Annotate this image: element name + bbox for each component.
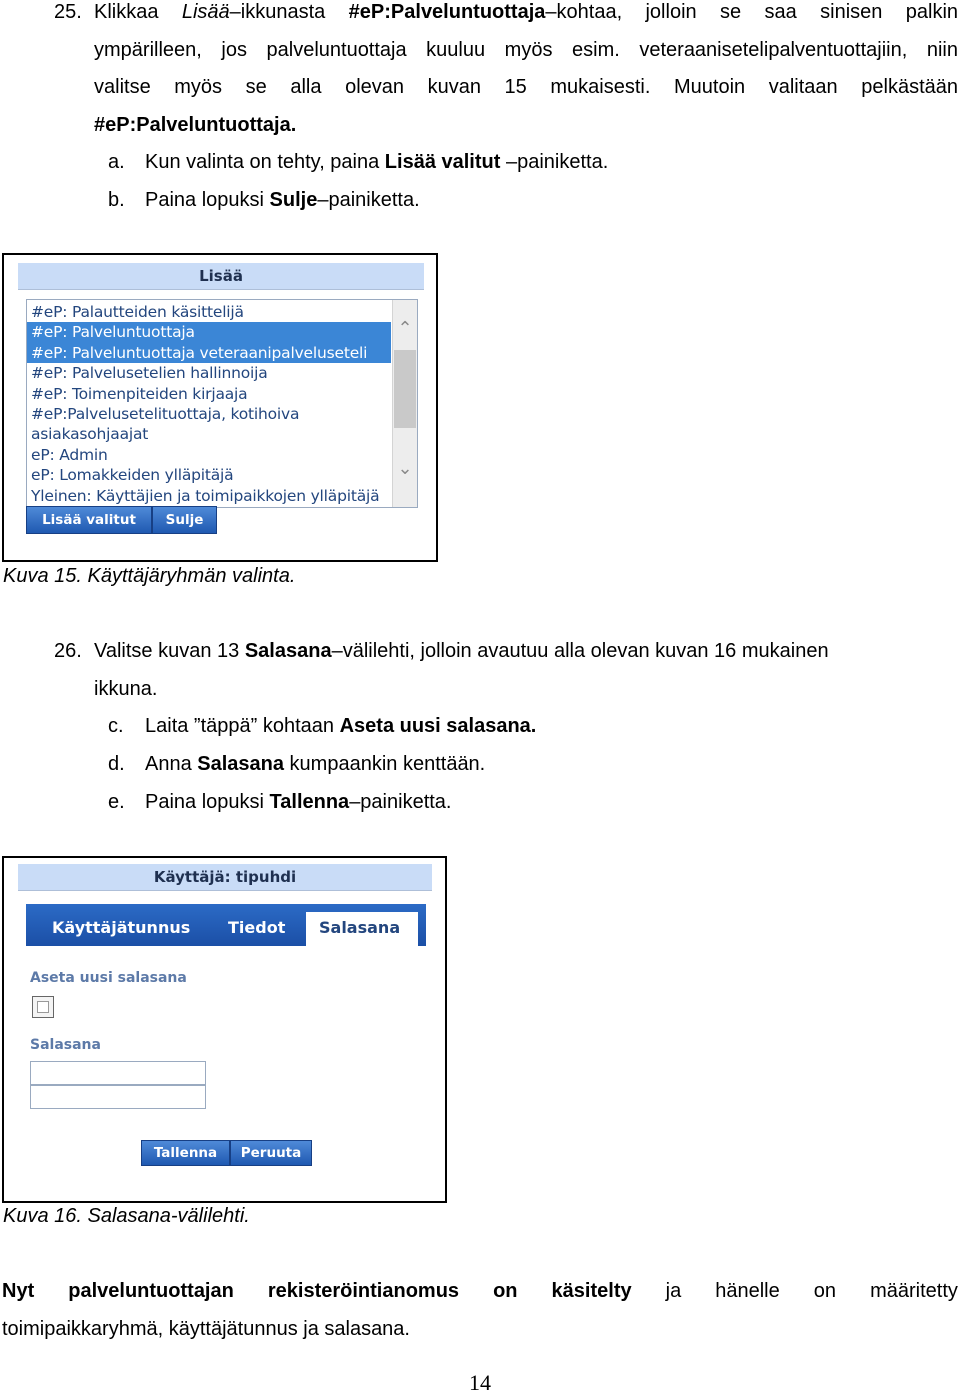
step-25-a-mark: a. bbox=[108, 151, 125, 173]
closing-line-2: toimipaikkaryhmä, käyttäjätunnus ja salasana. bbox=[2, 1318, 410, 1340]
tab-username[interactable]: Käyttäjätunnus bbox=[52, 918, 191, 937]
scrollbar[interactable] bbox=[392, 300, 417, 507]
figure-16-caption: Kuva 16. Salasana-välilehti. bbox=[3, 1205, 250, 1227]
step-26-c-text bbox=[145, 707, 536, 745]
group-list-item[interactable]: #eP:Palvelusetelituottaja, kotihoiva bbox=[31, 404, 300, 423]
step-26-c-mark: c. bbox=[108, 715, 124, 737]
bold-term: #eP:Palveluntuottaja. bbox=[94, 114, 297, 136]
text: Paina lopuksi bbox=[145, 791, 270, 813]
checkbox-inner bbox=[37, 1001, 49, 1013]
group-list-item[interactable]: #eP: Palveluntuottaja veteraanipalveluseteli bbox=[27, 343, 391, 363]
scroll-thumb[interactable] bbox=[394, 350, 416, 428]
step-25-line-2: ympärilleen, jos palveluntuottaja kuuluu myös esim. veteraanisetelipalventuottajiin, niin bbox=[94, 39, 958, 61]
add-selected-button[interactable]: Lisää valitut bbox=[26, 506, 152, 534]
tab-details[interactable]: Tiedot bbox=[228, 918, 286, 937]
step-25-line-1 bbox=[94, 0, 958, 31]
figure-16-user-dialog bbox=[2, 856, 447, 1203]
group-list-item[interactable]: Yleinen: Käyttäjien ja toimipaikkojen ylläpitäjä bbox=[31, 486, 380, 505]
closing-word: rekisteröintianomus bbox=[267, 1280, 460, 1302]
bold-term: Tallenna bbox=[269, 791, 350, 813]
figure-15-add-dialog bbox=[2, 253, 438, 562]
step-26-line-2: ikkuna. bbox=[94, 678, 158, 700]
password-field[interactable] bbox=[30, 1061, 206, 1085]
password-label: Salasana bbox=[30, 1037, 101, 1053]
scroll-up-icon[interactable]: ⌃ bbox=[397, 318, 413, 339]
step-26-d-mark: d. bbox=[108, 753, 125, 775]
group-listbox[interactable] bbox=[26, 299, 418, 508]
step-25-b-text bbox=[145, 181, 420, 219]
text: Paina lopuksi bbox=[145, 189, 270, 211]
dialog-title: Käyttäjä: tipuhdi bbox=[18, 864, 432, 891]
group-list-item[interactable]: asiakasohjaajat bbox=[31, 425, 149, 444]
cancel-button[interactable]: Peruuta bbox=[230, 1140, 312, 1166]
step-25-line-3: valitse myös se alla olevan kuvan 15 mukaisesti. Muutoin valitaan pelkästään bbox=[94, 76, 958, 98]
step-25-line-4 bbox=[94, 106, 296, 144]
closing-word: Nyt bbox=[2, 1280, 35, 1302]
group-list-item[interactable]: #eP: Toimenpiteiden kirjaaja bbox=[31, 384, 248, 403]
dialog-title: Lisää bbox=[18, 263, 424, 290]
text: kumpaankin kenttään. bbox=[284, 753, 486, 775]
figure-15-caption: Kuva 15. Käyttäjäryhmän valinta. bbox=[3, 565, 296, 587]
text: –painiketta. bbox=[317, 189, 420, 211]
set-new-password-label: Aseta uusi salasana bbox=[30, 970, 187, 986]
step-26-line-1 bbox=[94, 632, 829, 670]
group-list-item[interactable]: eP: Lomakkeiden ylläpitäjä bbox=[31, 466, 234, 485]
group-list-item[interactable]: eP: Admin bbox=[31, 445, 108, 464]
closing-word: ja bbox=[665, 1280, 682, 1302]
text: –painiketta. bbox=[500, 151, 609, 173]
tab-password[interactable]: Salasana bbox=[306, 912, 418, 946]
closing-word: hänelle bbox=[715, 1280, 780, 1302]
bold-term: Aseta uusi salasana. bbox=[339, 715, 537, 737]
step-25-number: 25. bbox=[54, 1, 82, 23]
text: –painiketta. bbox=[349, 791, 452, 813]
bold-term: #eP:Palveluntuottaja bbox=[348, 1, 546, 23]
closing-word: käsitelty bbox=[551, 1280, 632, 1302]
step-26-number: 26. bbox=[54, 640, 82, 662]
tab-bar bbox=[26, 904, 426, 946]
text: Kun valinta on tehty, paina bbox=[145, 151, 385, 173]
closing-word: palveluntuottajan bbox=[68, 1280, 234, 1302]
text: –ikkunasta bbox=[229, 1, 349, 23]
step-25-a-text bbox=[145, 143, 608, 181]
step-26-e-text bbox=[145, 783, 451, 821]
save-button[interactable]: Tallenna bbox=[141, 1140, 230, 1166]
text: Klikkaa bbox=[94, 1, 182, 23]
bold-term: Lisää valitut bbox=[384, 151, 501, 173]
group-list-item[interactable]: #eP: Palvelusetelien hallinnoija bbox=[31, 364, 268, 383]
bold-term: Salasana bbox=[197, 753, 284, 775]
closing-word: määritetty bbox=[870, 1280, 958, 1302]
text: Valitse kuvan 13 bbox=[94, 640, 245, 662]
step-26-d-text bbox=[145, 745, 485, 783]
group-list-item[interactable]: #eP: Palautteiden käsittelijä bbox=[31, 303, 244, 321]
text: Anna bbox=[145, 753, 198, 775]
step-25-b-mark: b. bbox=[108, 189, 125, 211]
password-confirm-field[interactable] bbox=[30, 1085, 206, 1109]
bold-term: Salasana bbox=[244, 640, 332, 662]
page-number: 14 bbox=[469, 1370, 491, 1395]
bold-term: Sulje bbox=[269, 189, 318, 211]
step-26-e-mark: e. bbox=[108, 791, 125, 813]
closing-line-1 bbox=[2, 1272, 958, 1310]
lisaa-italic: Lisää bbox=[181, 1, 230, 23]
text: –kohtaa, jolloin se saa sinisen palkin bbox=[545, 1, 959, 23]
group-list-item[interactable]: #eP: Palveluntuottaja bbox=[27, 322, 391, 342]
closing-word: on bbox=[493, 1280, 518, 1302]
set-new-password-checkbox[interactable] bbox=[32, 996, 54, 1018]
text: Laita ”täppä” kohtaan bbox=[145, 715, 340, 737]
text: –välilehti, jolloin avautuu alla olevan kuvan 16 mukainen bbox=[331, 640, 829, 662]
scroll-down-icon[interactable]: ⌄ bbox=[397, 458, 413, 479]
close-button[interactable]: Sulje bbox=[152, 506, 217, 534]
closing-word: on bbox=[813, 1280, 837, 1302]
group-list bbox=[27, 302, 391, 506]
